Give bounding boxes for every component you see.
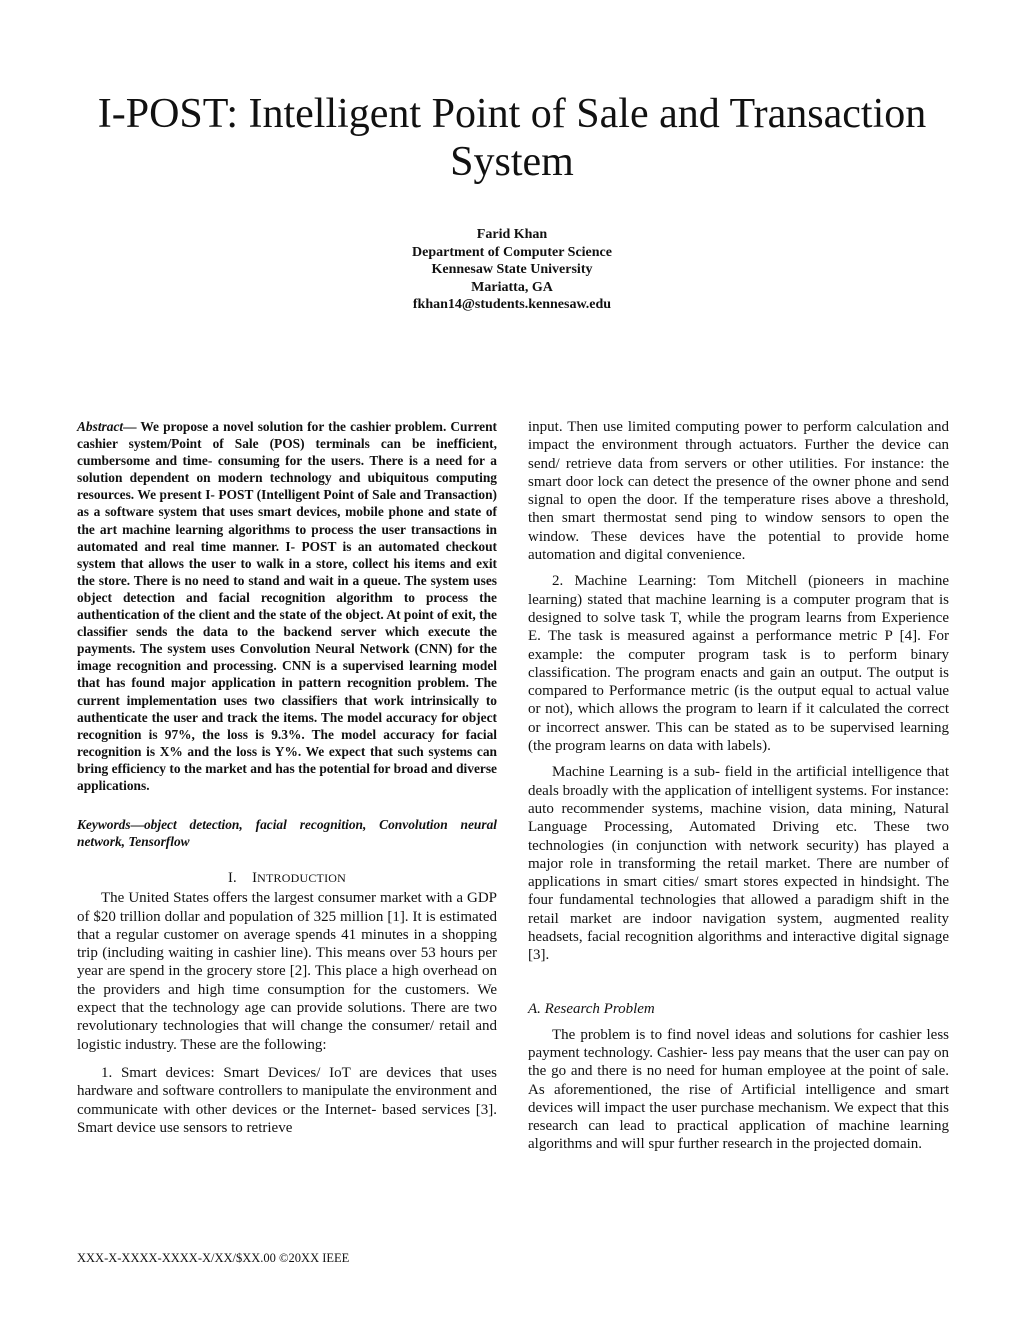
section-number: I. xyxy=(227,870,237,887)
copyright-footer: XXX-X-XXXX-XXXX-X/XX/$XX.00 ©20XX IEEE xyxy=(77,1251,350,1265)
section-title-rest: NTRODUCTION xyxy=(257,871,347,886)
author-email: fkhan14@students.kennesaw.edu xyxy=(412,297,612,312)
section-heading-introduction xyxy=(77,870,497,887)
intro-paragraph-2: 1. Smart devices: Smart Devices/ IoT are devices that uses hardware and software controllers to manipulate the environment and communicate with other devices or the Internet- based services [3]. Smart device use sensors to retrieve xyxy=(77,1064,497,1136)
abstract-text: We propose a novel solution for the cashier problem. Current cashier system/Point of Sale (POS) terminals can be inefficient, cumbersome and time- consuming for the users. There is a need for a solution dependent on modern technology and ubiquitous computing resources. We present I- POST (Intelligent Point of Sale and Transaction) as a software system that uses smart devices, mobile phone and state of the art machine learning algorithms to process the user transactions in automated and real time manner. I- POST is an automated checkout system that allows the user to walk in a store, collect his items and exit the store. There is no need to stand and wait in a queue. The system uses object detection and facial recognition algorithm to process the authentication of the client and the state of the object. At point of exit, the classifier sends the data to the backend server which execute the payments. The system uses Convolution Neural Network (CNN) for the image recognition and processing. CNN is a supervised learning model that has found major application in pattern recognition problem. The current implementation uses two classifiers that work intrinsically to authenticate the user and track the items. The model accuracy for object recognition is 97%, the loss is 9.3%. The model accuracy for facial recognition is X% and the loss is Y%. We expect that such systems can bring efficiency to the market and has the potential for broad and diverse applications. xyxy=(77,419,497,793)
research-problem-paragraph: The problem is to find novel ideas and solutions for cashier less payment technology. Cashier- less pay means that the user can pay on the go and there is no need for human employee at the point of sale. As aforementioned, the rise of Artificial intelligence and smart devices will impact the user purchase mechanism. We expect that this research can lead to practical application of machine learning algorithms and will spur further research in the projected domain. xyxy=(528,1026,949,1153)
abstract xyxy=(77,418,497,794)
paper-title: I-POST: Intelligent Point of Sale and Transaction System xyxy=(97,91,927,185)
right-paragraph-ml-subfield: Machine Learning is a sub- field in the artificial intelligence that deals broadly with the application of intelligent systems. For instance: auto recommender systems, machine vision, data mining, Natural Language Processing, Automated Driving etc. These two technologies (in conjunction with network security) has played a major role in transforming the retail market. There are number of applications in smart cities/ smart stores expected in hindsight. The four fundamental technologies that allowed a paradigm shift in the retail market are indoor navigation system, augmented reality headsets, facial recognition algorithms and interactive digital signage [3]. xyxy=(528,764,949,964)
right-paragraph-continuation: input. Then use limited computing power to perform calculation and impact the environment through actuators. Further the device can send/ retrieve data from servers or other utilities. For instance: the smart door lock can detect the presence of the owner phone and send signal to open the door. If the temperature rises above a threshold, then smart thermostat send ping to window sensors to open the window. These devices have the potential to provide home automation and digital convenience. xyxy=(528,419,949,564)
author-department: Department of Computer Science xyxy=(412,244,612,260)
right-paragraph-machine-learning: 2. Machine Learning: Tom Mitchell (pioneers in machine learning) stated that machine learning is a computer program that is designed to solve task T, while the program learns from Experience E. The task is measured against a performance metric P [4]. For example: the computer program task is to perform binary classification. The program enacts and gain an output. The output is compared to Performance metric (is the output equal to actual value or not), which allows the program to learn if it calculated the correct or incorrect answer. This can be stated as to be supervised learning (the program learns on data with labels). xyxy=(528,573,949,755)
left-column xyxy=(77,418,497,1137)
abstract-label: Abstract xyxy=(77,419,124,434)
keywords: Keywords—object detection, facial recognition, Convolution neural network, Tensorflow xyxy=(77,817,497,850)
author-name: Farid Khan xyxy=(476,227,548,242)
author-university: Kennesaw State University xyxy=(431,262,593,277)
subsection-heading-research-problem: A. Research Problem xyxy=(528,1000,655,1017)
intro-paragraph-1: The United States offers the largest consumer market with a GDP of $20 trillion dollar and population of 325 million [1]. It is estimated that a regular customer on average spends 41 minutes in a shopping trip (including waiting in cashier line). This means over 53 hours per year are spend in the grocery store [2]. This place a high overhead on the providers and high time consumption for the customers. We expect that the technology age can provide solutions. There are two revolutionary technologies that will change the consumer/ retail and logistic industry. These are the following: xyxy=(77,890,497,1053)
author-location: Mariatta, GA xyxy=(471,279,553,295)
author-block xyxy=(300,226,724,314)
abstract-dash: — xyxy=(123,419,137,434)
right-column xyxy=(528,418,949,1154)
section-title-initial: I xyxy=(252,870,258,887)
